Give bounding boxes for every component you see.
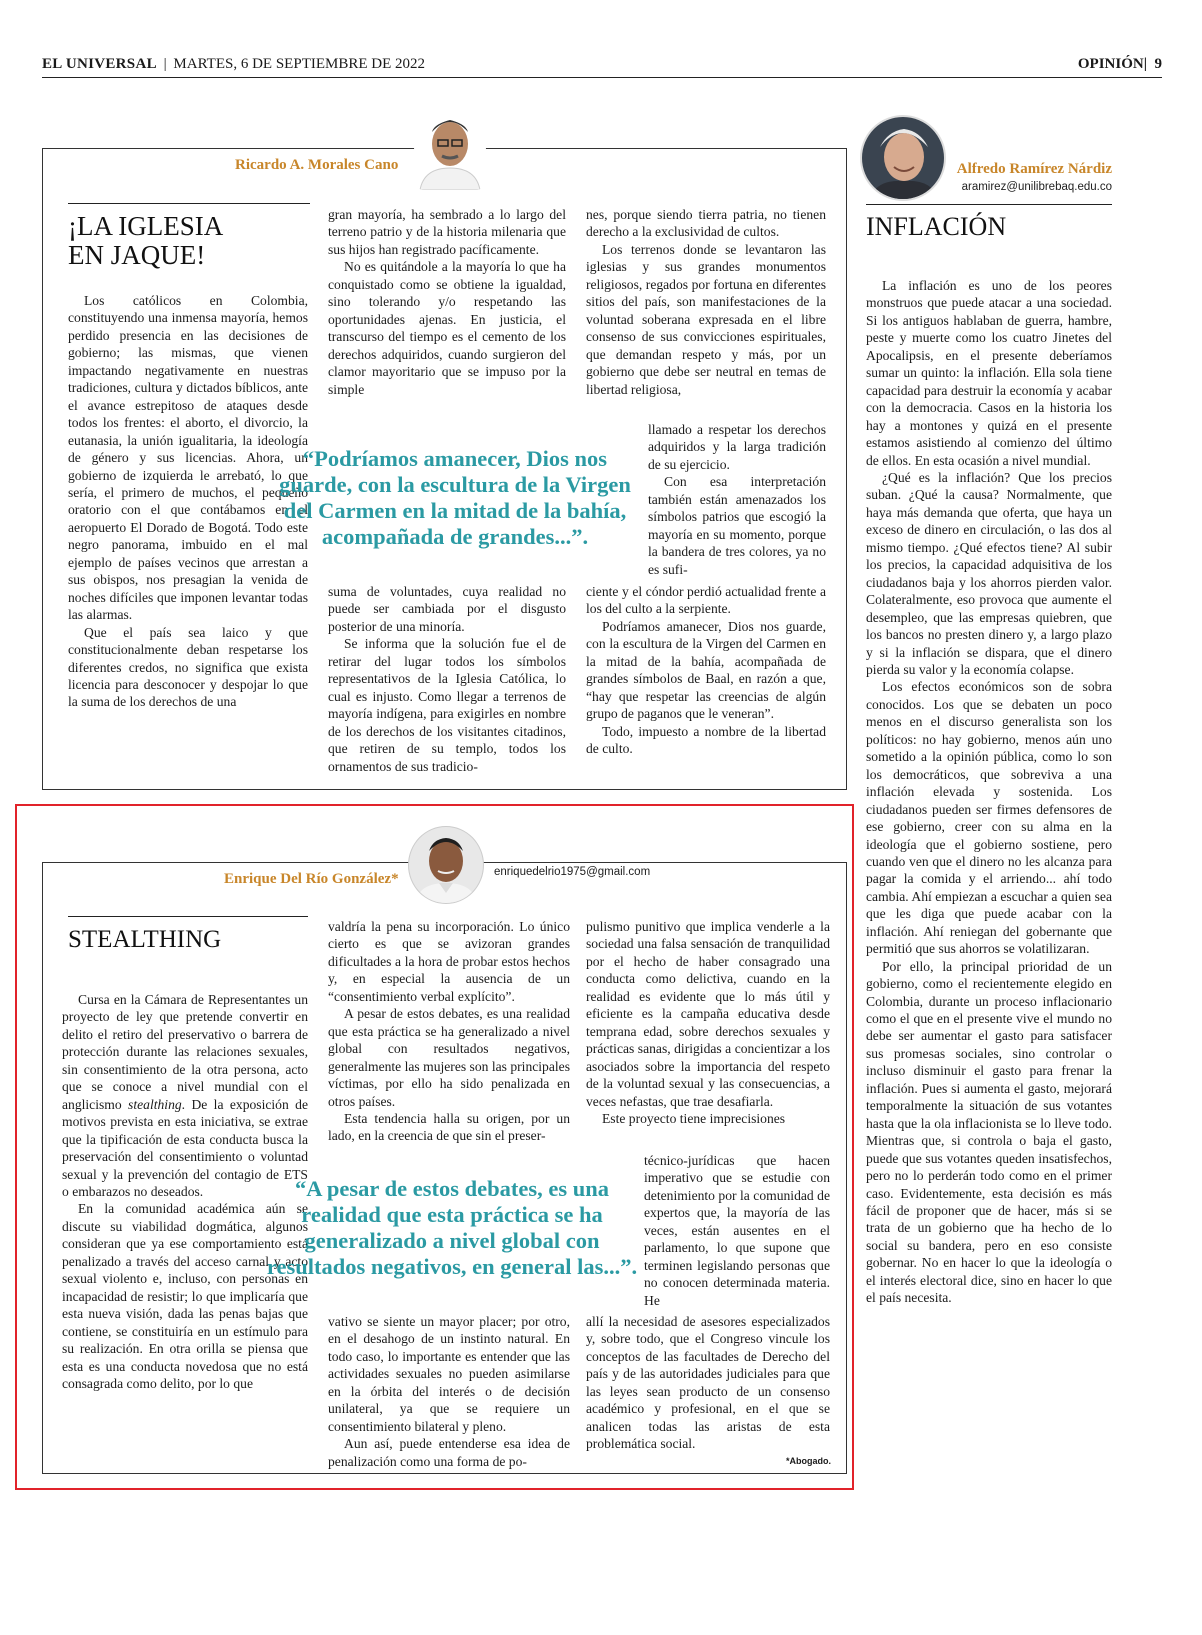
masthead [42,56,1162,78]
paragraph: No es quitándole a la mayoría lo que ha conquistado como se obtiene la igualdad, sino tolerando y/o respetando las oportunidades ajenas. En justicia, el transcurso del tiempo es el cemento de los derechos adquiridos, cuando surgieron del clamor mayoritario que se impuso por la simple [328,259,566,397]
paragraph: Cursa en la Cámara de Representantes un proyecto de ley que pretende convertir en delito el retiro del preservativo o barrera de protección durante las relaciones sexuales, sin consentimiento de la otra persona, acto que se conoce a nivel mundial con el anglicismo stealthing. De la exposición de motivos prevista en esta iniciativa, se extrae que la tipificación de esta conducta busca la preservación del consentimiento o voluntad sexual y la prevención del contagio de ETS o embarazos no deseados. [62,992,308,1199]
paragraph: ¿Qué es la inflación? Que los precios suban. ¿Qué la causa? Normalmente, que haya más demanda que oferta, que haya un exceso de dinero en circulación, o las dos al mismo tiempo. ¿Qué efectos tiene? Al subir los precios, la capacidad adquisitiva de los ciudadanos baja y los ahorros pierden valor. Colateralmente, eso provoca que aumente el desempleo, que las empresas quiebren, que los bancos no presten dinero y, a largo plazo y si la inflación se dispara, que el dinero pierda su valor y la economía colapse. [866,469,1112,677]
paragraph: Los terrenos donde se levantaron las iglesias y sus grandes monumentos religiosos, regados por fortuna en diferentes sitios del país, son manifestaciones de la voluntad soberana expresada en el libre consenso de sus convicciones espirituales, que demandan respeto y más, por un gobierno que debe ser neutral en temas de libertad religiosa, [586,241,826,397]
avatar-portrait-icon [862,117,944,199]
emphasis: stealthing [128,1096,182,1112]
newspaper-name: EL UNIVERSAL [42,56,157,72]
author-email: aramirez@unilibrebaq.edu.co [961,181,1112,193]
publication-date: MARTES, 6 DE SEPTIEMBRE DE 2022 [173,56,426,72]
pull-quote: “A pesar de estos debates, es una realidad que esta práctica se ha generalizado a nivel global con resultados negativos, en general las...”. [266,1176,638,1279]
article-stealthing-col3-mid [644,1152,830,1309]
article-iglesia-col3-bottom [586,583,826,758]
article-stealthing-col2-top [328,918,570,1145]
article-stealthing-title: STEALTHING [68,916,308,954]
article-iglesia-col3-top [586,206,826,398]
paragraph: Se informa que la solución fue el de retirar del lugar todos los símbolos representativos de la Iglesia Católica, lo cual es injusto. Como llegar a terrenos de mayoría indígena, para exigirles en nombre de los derechos de los visitantes citadinos, que retiren de su templo, todos los ornamentos de sus tradicio- [328,636,566,774]
paragraph: ciente y el cóndor perdió actualidad frente a los del culto a la serpiente. [586,584,826,617]
paragraph: Aun así, puede entenderse esa idea de penalización como una forma de po- [328,1436,570,1469]
author-avatar [414,110,486,190]
paragraph: gran mayoría, ha sembrado a lo largo del terreno patrio y de la historia milenaria que sus hijos han registrado pacíficamente. [328,207,566,257]
paragraph: llamado a respetar los derechos adquiridos y la larga tradición de su ejercicio. [648,422,826,472]
article-stealthing-author-line [224,868,404,888]
paragraph: suma de voluntades, cuya realidad no puede ser cambiada por el disgusto posterior de una minoría. [328,584,566,634]
article-inflacion-body [866,277,1112,1307]
article-iglesia-col2-top [328,206,566,398]
pull-quote: “Podríamos amanecer, Dios nos guarde, con la escultura de la Virgen del Carmen en la mitad de la bahía, acompañada de grandes...”. [279,446,631,549]
article-stealthing-col2-bottom [328,1313,570,1470]
paragraph: A pesar de estos debates, es una realidad que esta práctica se ha generalizado a nivel global con resultados negativos, generalmente las mujeres son las principales víctimas, por ello ha sido penalizada en otros países. [328,1006,570,1109]
avatar-portrait-icon [409,827,483,903]
title-line-1: ¡LA IGLESIA [68,211,224,241]
paragraph: valdría la pena su incorporación. Lo único cierto es que se avizoran grandes dificultades a la hora de probar estos hechos y, en especial la ausencia de un “consentimiento verbal explícito”. [328,919,570,1004]
page-number: 9 [1154,56,1162,72]
article-iglesia-col2-bottom [328,583,566,775]
article-inflacion-title: INFLACIÓN [866,212,1007,241]
masthead-right [1078,56,1162,73]
paragraph: En la comunidad académica aún se discute su viabilidad dogmática, algunos consideran que ya ese comportamiento está penalizado a través del acceso carnal y acto sexual violento e, incluso, con personas en incapacidad de resistir; lo que implicaría que esta nueva visión, dada las penas bajas que contiene, se constituiría en un estímulo para su realización. En otra orilla se piensa que esta es una conducta novedosa que no está consagrada como delito, por lo que [62,1201,308,1391]
paragraph: nes, porque siendo tierra patria, no tienen derecho a la exclusividad de cultos. [586,207,826,240]
paragraph: Todo, impuesto a nombre de la libertad de culto. [586,723,826,757]
paragraph: Con esa interpretación también están amenazados los símbolos patrios que escogió la mayoría en su momento, porque la bandera de tres colores, ya no es sufi- [648,474,826,577]
paragraph: La inflación es uno de los peores monstruos que puede atacar a una sociedad. Si los antiguos hablaban de guerra, hambre, peste y muerte como los cuatro Jinetes del Apocalipsis, en el presente deberíamos sumar un quinto: la inflación. Ella sola tiene capacidad para destruir la economía y acabar con la democracia. Casos en la historia los hay a montones y quizá en el presente estamos asistiendo al comienzo del último de ellos. En esta ocasión a nivel mundial. [866,278,1112,468]
author-name: Alfredo Ramírez Nárdiz [956,161,1112,177]
article-inflacion-author [952,161,1112,193]
paragraph: Esta tendencia halla su origen, por un lado, en la creencia de que sin el preser- [328,1110,570,1144]
article-stealthing-col3-top [586,918,830,1127]
paragraph: pulismo punitivo que implica venderle a la sociedad una falsa sensación de tranquilidad por el hecho de haber consagrado una conducta como delictiva, cuando en la realidad es evidente que lo más útil y eficiente es la campaña educativa desde temprana edad, sobre derechos sexuales y prácticas sanas, dirigidas a concientizar a los asociados sobre la importancia del respeto de la voluntad sexual y las consecuencias, a veces nefastas, que trae desafiarla. [586,919,830,1109]
paragraph: Los católicos en Colombia, constituyendo una inmensa mayoría, hemos perdido presencia en las decisiones de gobierno; las mismas, que vienen impactando negativamente en nuestras tradiciones, cultura y dictados bíblicos, ante el avance estrepitoso de ataques desde todos los frentes: el aborto, el divorcio, la eutanasia, la unión igualitaria, la ideología de género y sus licencias. Ahora, un gobierno de izquierda le arrebató, lo que sería, el primero de muchos, el pequeño oratorio con el que contábamos en el aeropuerto El Dorado de Bogotá. Todo este negro panorama, imbuido en el mal ejemplo de países vecinos que arrestan a sus obispos, nos presagian la venida de noches difíciles que imponen levantar todas las alarmas. [68,293,308,623]
masthead-left: EL UNIVERSAL | MARTES, 6 DE SEPTIEMBRE DE 2022 [42,56,426,72]
paragraph: vativo se siente un mayor placer; por otro, en el desahogo de un instinto natural. En todo caso, lo importante es entender que las actividades sexuales no pueden asimilarse en la órbita del interés o de decisión unilateral, ya que se requiere un consentimiento bilateral y pleno. [328,1314,570,1434]
article-iglesia-author-line [235,154,405,174]
author-avatar [860,115,946,201]
author-rule [866,204,1112,205]
paragraph: allí la necesidad de asesores especializados y, sobre todo, que el Congreso vincule los conceptos de las facultades de Derecho del país y de las autoridades judiciales para que las leyes sean producto de un consenso académico y profesional, en el que se analicen todas las aristas de esta problemática social. [586,1314,830,1452]
article-stealthing-col3-bottom [586,1313,830,1453]
avatar-portrait-icon [414,110,486,190]
paragraph: Este proyecto tiene imprecisiones [602,1110,786,1126]
paragraph: Los efectos económicos son de sobra conocidos. Los que se debaten un poco menos en el discurso generalista son los políticos: no hay gobierno, menos aún uno sometido a la opinión pública, como lo son los democráticos, que sobreviva a una inflación elevada y sostenida. Los ciudadanos pueden ser firmes defensores de ese gobierno, creer con su alma en la ideología que el gobierno sostiene, pero cuando ven que el dinero no les alcanza para pagar la comida y el arriendo... ahí todo cambia. Ahí empiezan a escuchar a quien sea que les diga que puede acabar con la inflación. Ahí reniegan del gobernante que permitió que sus ahorros se volatilizaran. [866,679,1112,957]
article-iglesia-title [68,203,310,270]
author-footnote: *Abogado. [786,1456,831,1466]
paragraph: técnico-jurídicas que hacen imperativo que se estudie con detenimiento por la comunidad de expertos que, la mayoría de las veces, están ausentes en el parlamento, lo que supone que terminen legislando personas que no conocen determinada materia. He [644,1153,830,1308]
paragraph: Podríamos amanecer, Dios nos guarde, con la escultura de la Virgen del Carmen en la mitad de la bahía, acompañada de grandes símbolos de Baal, en razón a que, “hay que respetar las creencias de algún grupo de paganos que le veneran”. [586,618,826,722]
article-iglesia-col3-mid [648,421,826,578]
author-avatar [408,826,484,904]
author-name: Enrique Del Río González* [224,871,399,887]
paragraph: Por ello, la principal prioridad de un gobierno, como el recientemente elegido en Colombia, durante un proceso inflacionario como el que en el presente vive el mundo no debe ser aumentar el gasto para satisfacer sus promesas sociales, sino controlar o incluso disminuir el gasto para frenar la inflación. Pues si aumenta el gasto, mejorará temporalmente la situación de sus votantes hasta que la ola inflacionista se lo lleve todo. Mientras que, si controla o baja el gasto, puede que sus votantes queden insatisfechos, pero no lo perderán todo como en el primer caso. Evidentemente, esta decisión es más fácil de proponer que de hacer, más si se trata de un gobierno que ha hecho de lo social su bandera, pero en eso consiste gobernar. No en hacer lo que la ideología o el interés electoral dice, sino en hacer lo que el país necesita. [866,958,1112,1306]
title-line-2: EN JAQUE! [68,240,206,270]
paragraph: Que el país sea laico y que constitucionalmente deban respetarse los diferentes credos, no significa que exista licencia para desconocer y despojar lo que la suma de los derechos de una [68,624,308,710]
section-name: OPINIÓN| [1077,56,1147,72]
author-name: Ricardo A. Morales Cano [235,157,399,173]
author-email: enriquedelrio1975@gmail.com [494,866,651,878]
